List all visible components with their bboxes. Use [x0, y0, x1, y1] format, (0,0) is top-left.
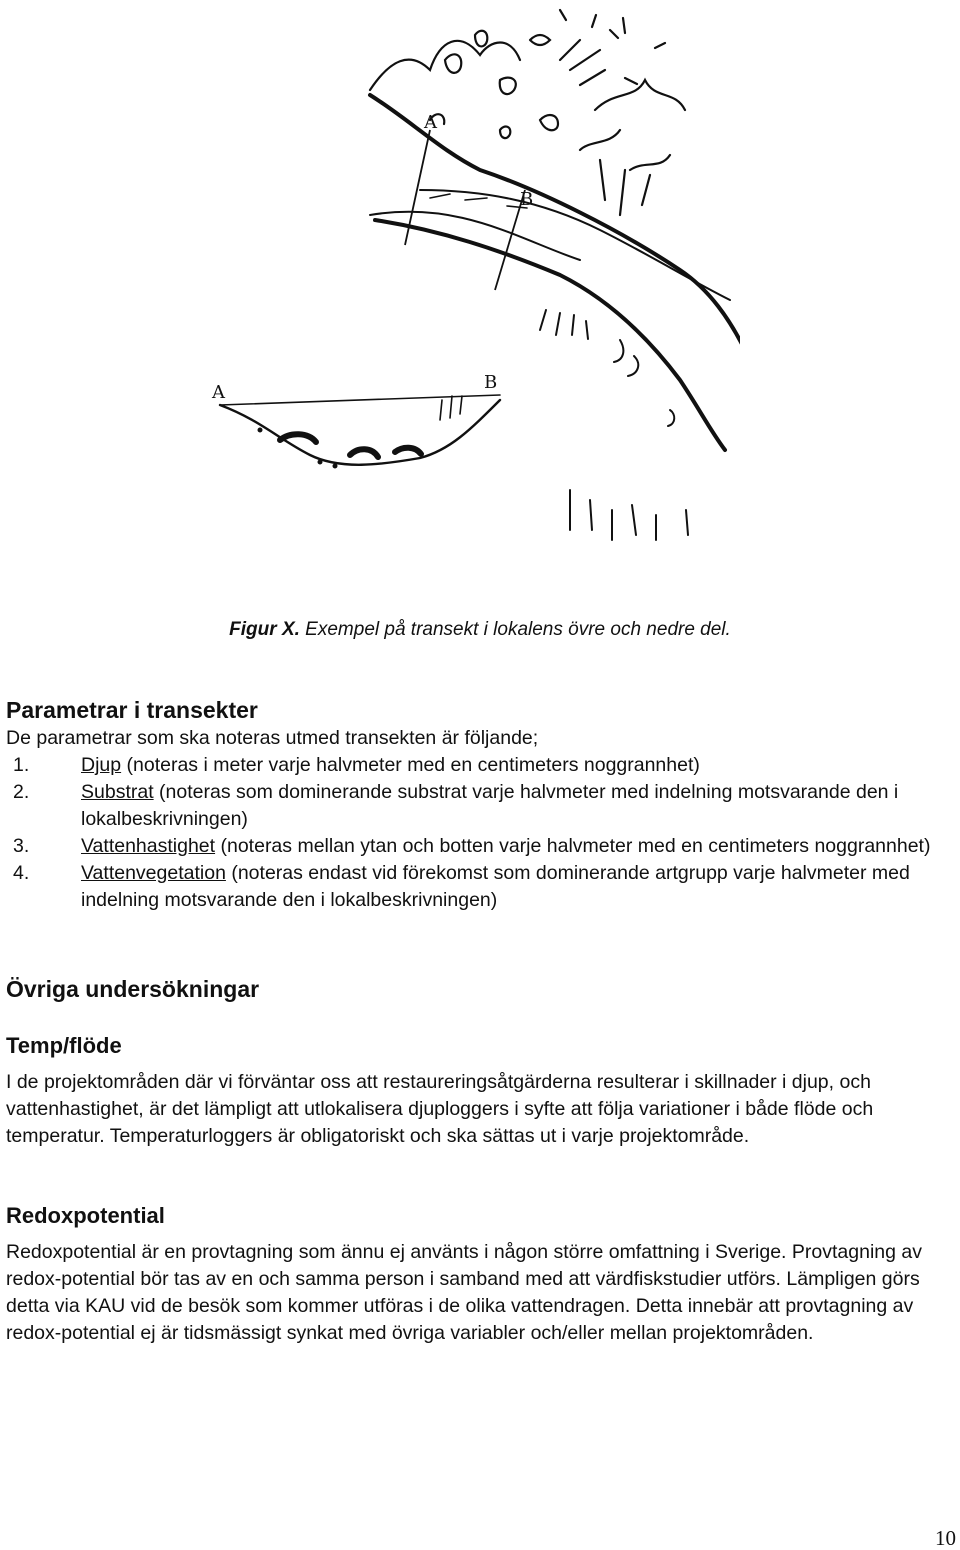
parameter-list	[6, 752, 946, 914]
term-substrat: Substrat	[81, 781, 154, 803]
page-number: 10	[935, 1526, 956, 1550]
cross-section-label-a: A	[212, 382, 225, 403]
heading-temp: Temp/flöde	[6, 1033, 122, 1058]
cross-section	[220, 395, 500, 468]
section-ovriga	[6, 974, 946, 1004]
list-item: 3. Vattenhastighet (noteras mellan ytan och botten varje halvmeter med en centimeters noggrannhet)	[13, 835, 931, 857]
list-item: 2. Substrat (noteras som dominerande substrat varje halvmeter med indelning motsvarande den i lokalbeskrivningen)	[13, 781, 899, 830]
transect-label-a: A	[424, 112, 437, 133]
figure-caption	[0, 618, 960, 642]
section-temp	[6, 1031, 946, 1150]
redox-body: Redoxpotential är en provtagning som ännu ej använts i någon större omfattning i Sverige. Provtagning av redox-potential bör tas av en och samma person i samband med att värdfiskstudier utförs. Lämpligen görs detta via KAU vid de besök som kommer utföras i de olika vattendragen. Detta innebär att provtagning av redox-potential ej är tidsmässigt synkat med övriga variabler och/eller mellan projektområden.	[6, 1241, 922, 1344]
term-djup: Djup	[81, 754, 122, 776]
figure-caption-label: Figur X.	[229, 619, 300, 640]
heading-ovriga: Övriga undersökningar	[6, 976, 260, 1002]
heading-redox: Redoxpotential	[6, 1203, 165, 1228]
vegetation-scribbles	[370, 10, 685, 215]
bank-vegetation	[540, 310, 688, 540]
transect-label-b: B	[520, 189, 534, 210]
list-item: 1. Djup (noteras i meter varje halvmeter med en centimeters noggrannhet)	[13, 754, 700, 776]
section-redox	[6, 1201, 946, 1347]
term-vattenvegetation: Vattenvegetation	[81, 862, 226, 884]
section-parametrar	[6, 695, 946, 914]
transect-lines	[405, 130, 525, 290]
figure-caption-text: Exempel på transekt i lokalens övre och nedre del.	[299, 619, 731, 640]
heading-parametrar: Parametrar i transekter	[6, 697, 258, 723]
cross-section-label-b: B	[484, 372, 498, 393]
list-item: 4. Vattenvegetation (noteras endast vid förekomst som dominerande artgrupp varje halvmeter med indelning motsvarande den i lokalbeskrivningen)	[13, 862, 910, 911]
transect-sketch	[200, 0, 740, 560]
parametrar-intro: De parametrar som ska noteras utmed transekten är följande;	[6, 727, 539, 749]
term-vattenhastighet: Vattenhastighet	[81, 835, 216, 857]
temp-body: I de projektområden där vi förväntar oss att restaureringsåtgärderna resulterar i skillnader i djup, och vattenhastighet, är det lämpligt att utlokalisera djuploggers i syfte att följa variationer i både flöde och temperatur. Temperaturloggers är obligatoriskt och ska sättas ut i varje projektområde.	[6, 1071, 874, 1147]
